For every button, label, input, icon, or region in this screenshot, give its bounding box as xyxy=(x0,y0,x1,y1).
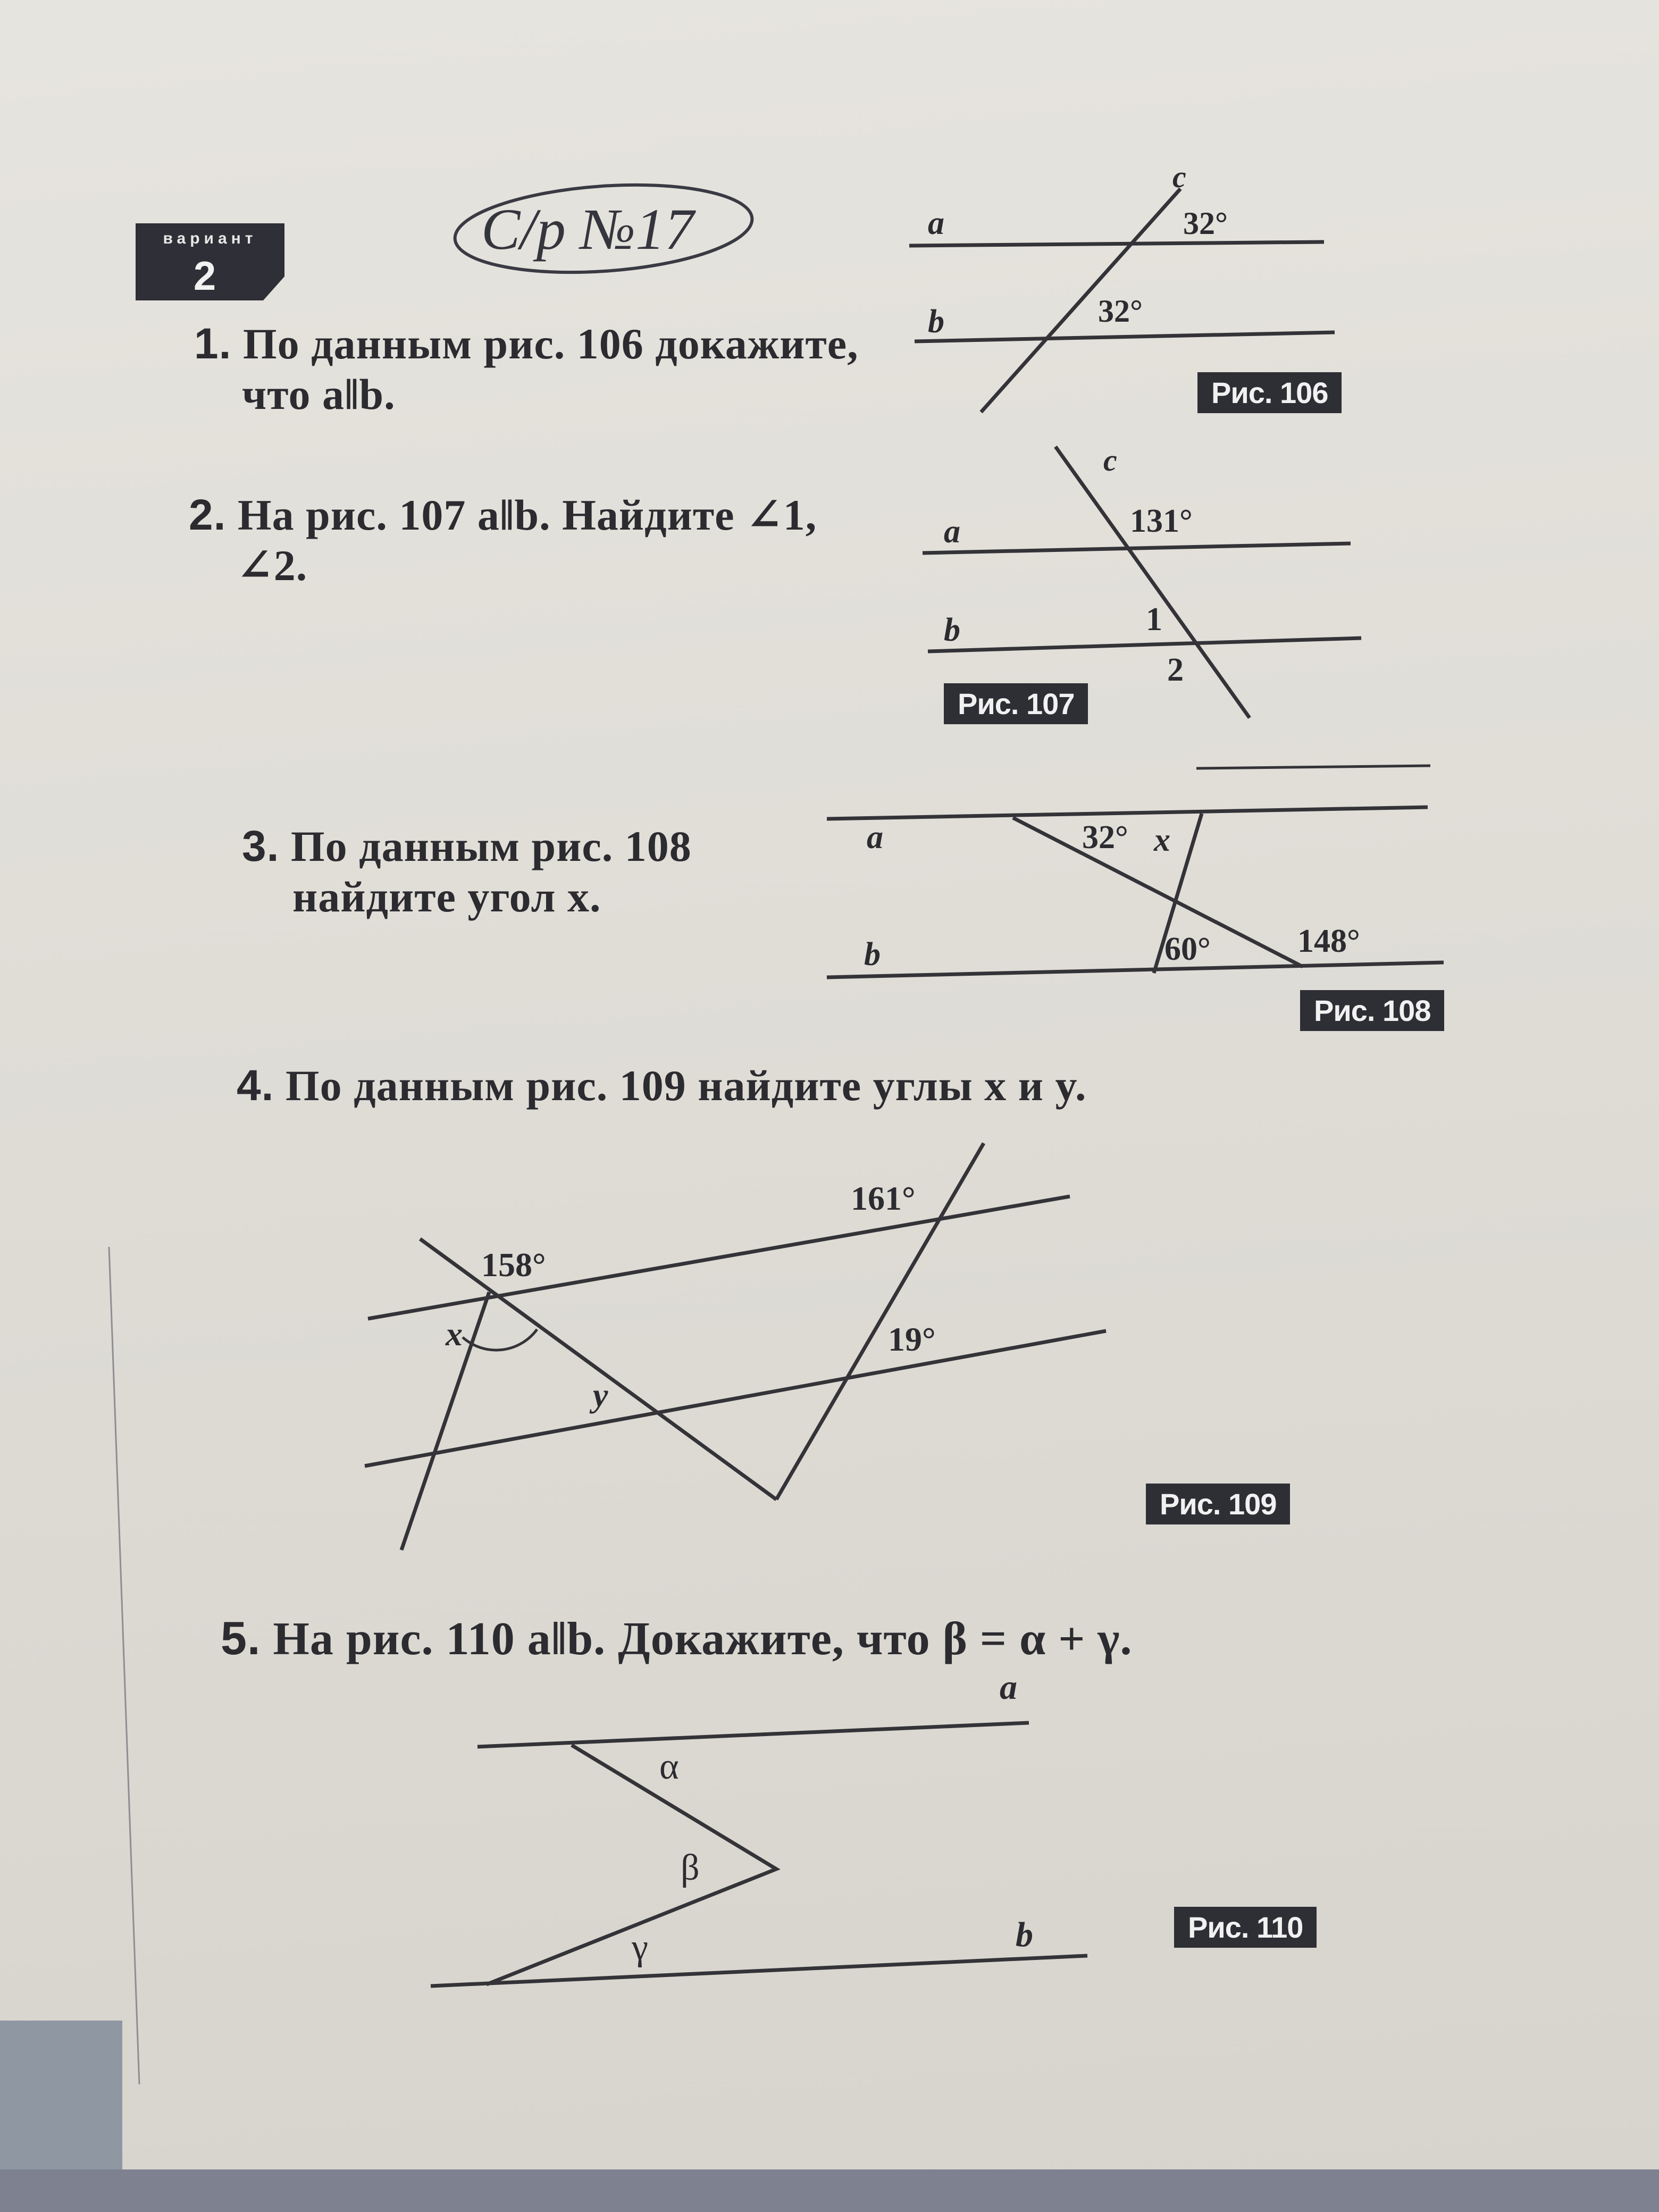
problem-3-number: 3. xyxy=(242,822,280,870)
margin-pencil-line xyxy=(109,1247,139,2084)
problem-2-line-2: ∠2. xyxy=(237,541,308,590)
fig108-label-b: b xyxy=(864,936,881,973)
fig108-label-a: a xyxy=(867,819,883,856)
fig110-label-b: b xyxy=(1016,1915,1033,1954)
fig110-alpha: α xyxy=(659,1746,679,1787)
fig107-angle-2: 2 xyxy=(1167,652,1184,688)
fig109-caption: Рис. 109 xyxy=(1146,1484,1290,1524)
handwritten-text: С/р №17 xyxy=(481,197,694,262)
fig109-angle-x: x xyxy=(446,1315,463,1353)
problem-1-text-1: По данным рис. 106 докажите, xyxy=(242,320,859,368)
problem-2-number: 2. xyxy=(189,491,227,539)
problem-2-text-1: На рис. 107 a‖b. Найдите ∠1, xyxy=(237,491,817,539)
fig108-caption: Рис. 108 xyxy=(1300,990,1444,1031)
fig107-label-a: a xyxy=(944,514,960,550)
fig107-label-c: c xyxy=(1103,443,1117,477)
fig106-angle-top: 32° xyxy=(1183,206,1228,241)
problem-5-number: 5. xyxy=(221,1612,261,1664)
problem-3-line-2: найдите угол x. xyxy=(292,873,601,921)
fig110-label-a: a xyxy=(1000,1668,1017,1707)
fig107-angle-given: 131° xyxy=(1130,503,1193,539)
problem-3-text-1: По данным рис. 108 xyxy=(290,822,692,870)
fig106-label-b: b xyxy=(928,304,944,340)
fig109-angle-19: 19° xyxy=(888,1320,936,1358)
fig106-angle-bottom: 32° xyxy=(1098,294,1143,329)
fig106-label-a: a xyxy=(928,205,944,241)
problem-1-number: 1. xyxy=(194,320,232,368)
fig109-angle-158: 158° xyxy=(481,1246,546,1284)
problem-4-number: 4. xyxy=(237,1061,274,1110)
variant-label: вариант xyxy=(163,230,257,247)
fig110-gamma: γ xyxy=(632,1927,648,1968)
fig107-label-b: b xyxy=(944,612,960,648)
problem-4-text-1: По данным рис. 109 найдите углы x и y. xyxy=(285,1061,1087,1110)
fig109-angle-161: 161° xyxy=(851,1179,916,1217)
fig107-caption: Рис. 107 xyxy=(944,683,1088,724)
fig108-angle-top: 32° xyxy=(1082,819,1128,856)
fig108-angle-148: 148° xyxy=(1297,923,1360,959)
problem-5-text-1: На рис. 110 a‖b. Докажите, что β = α + γ. xyxy=(273,1613,1133,1665)
fig108-angle-x: x xyxy=(1154,822,1170,858)
fig110-caption: Рис. 110 xyxy=(1174,1907,1317,1948)
problem-1-line-2: что a‖b. xyxy=(242,370,396,418)
fig106-label-c: c xyxy=(1172,160,1186,194)
fig107-angle-1: 1 xyxy=(1146,601,1162,638)
fig108-angle-60: 60° xyxy=(1164,931,1211,967)
fig109-angle-y: y xyxy=(593,1376,608,1414)
variant-number: 2 xyxy=(193,254,216,299)
fig110-beta: β xyxy=(681,1847,700,1888)
fig106-caption: Рис. 106 xyxy=(1197,372,1342,413)
